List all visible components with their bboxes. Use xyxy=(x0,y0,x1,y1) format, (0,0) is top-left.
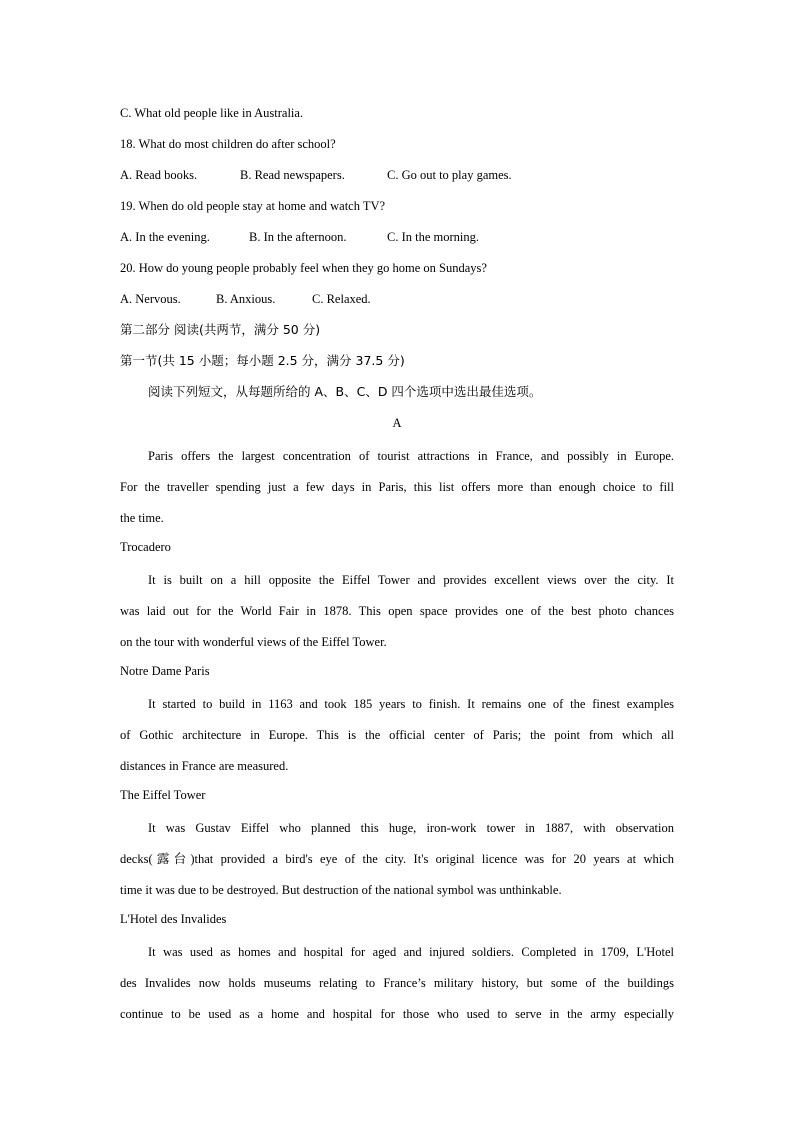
instruction: 阅读下列短文，从每题所给的 A、B、C、D 四个选项中选出最佳选项。 xyxy=(148,384,542,399)
q19-option-b: B. In the afternoon. xyxy=(249,230,347,244)
exam-page xyxy=(120,100,674,1030)
q20-option-b: B. Anxious. xyxy=(216,292,276,306)
body-line: It started to build in 1163 and took 185 years to finish. It remains one of the finest examples xyxy=(148,697,674,711)
passage-intro xyxy=(120,441,674,534)
q18-option-c: C. Go out to play games. xyxy=(387,168,512,182)
passage-label: A xyxy=(392,416,402,430)
q17-option-c: C. What old people like in Australia. xyxy=(120,106,304,120)
body-line: des Invalides now holds museums relating to France’s military history, but some of the buildings xyxy=(120,976,674,990)
q20-question: 20. How do young people probably feel when they go home on Sundays? xyxy=(120,261,487,275)
intro-line: the time. xyxy=(120,511,164,525)
section-title-trocadero: Trocadero xyxy=(120,540,171,554)
section-title-invalides: L'Hotel des Invalides xyxy=(120,912,227,926)
section-body-notre-dame xyxy=(120,689,674,782)
q19-option-c: C. In the morning. xyxy=(387,230,480,244)
q18-question: 18. What do most children do after school? xyxy=(120,137,336,151)
q20-option-c: C. Relaxed. xyxy=(312,292,371,306)
body-line: on the tour with wonderful views of the Eiffel Tower. xyxy=(120,635,387,649)
body-line: It is built on a hill opposite the Eiffel Tower and provides excellent views over the city. It xyxy=(148,573,674,587)
q18-option-a: A. Read books. xyxy=(120,168,198,182)
part2-heading: 第二部分 阅读(共两节，满分 50 分) xyxy=(120,322,321,337)
q20-options xyxy=(120,286,674,317)
q20-option-a: A. Nervous. xyxy=(120,292,181,306)
intro-line: Paris offers the largest concentration of tourist attractions in France, and possibly in Europe. xyxy=(148,449,674,463)
section-title-notre-dame: Notre Dame Paris xyxy=(120,664,210,678)
body-line: of Gothic architecture in Europe. This is the official center of Paris; the point from which all xyxy=(120,728,674,742)
q19-question: 19. When do old people stay at home and watch TV? xyxy=(120,199,386,213)
section-body-invalides xyxy=(120,937,674,1030)
section-body-eiffel-tower xyxy=(120,813,674,906)
q18-options xyxy=(120,162,674,193)
section-body-trocadero xyxy=(120,565,674,658)
body-line: decks(露台)that provided a bird's eye of the city. It's original licence was for 20 years at which xyxy=(120,852,674,866)
q19-option-a: A. In the evening. xyxy=(120,230,210,244)
intro-line: For the traveller spending just a few days in Paris, this list offers more than enough choice to fill xyxy=(120,480,674,494)
body-line: It was Gustav Eiffel who planned this huge, iron-work tower in 1887, with observation xyxy=(148,821,674,835)
body-line: continue to be used as a home and hospital for those who used to serve in the army especially xyxy=(120,1007,674,1021)
body-line: was laid out for the World Fair in 1878. This open space provides one of the best photo chances xyxy=(120,604,674,618)
section-title-eiffel-tower: The Eiffel Tower xyxy=(120,788,206,802)
body-line: time it was due to be destroyed. But destruction of the national symbol was unthinkable. xyxy=(120,883,562,897)
q19-options xyxy=(120,224,674,255)
section1-heading: 第一节(共 15 小题；每小题 2.5 分，满分 37.5 分) xyxy=(120,353,405,368)
q18-option-b: B. Read newspapers. xyxy=(240,168,345,182)
body-line: It was used as homes and hospital for aged and injured soldiers. Completed in 1709, L'Hotel xyxy=(148,945,674,959)
body-line: distances in France are measured. xyxy=(120,759,289,773)
